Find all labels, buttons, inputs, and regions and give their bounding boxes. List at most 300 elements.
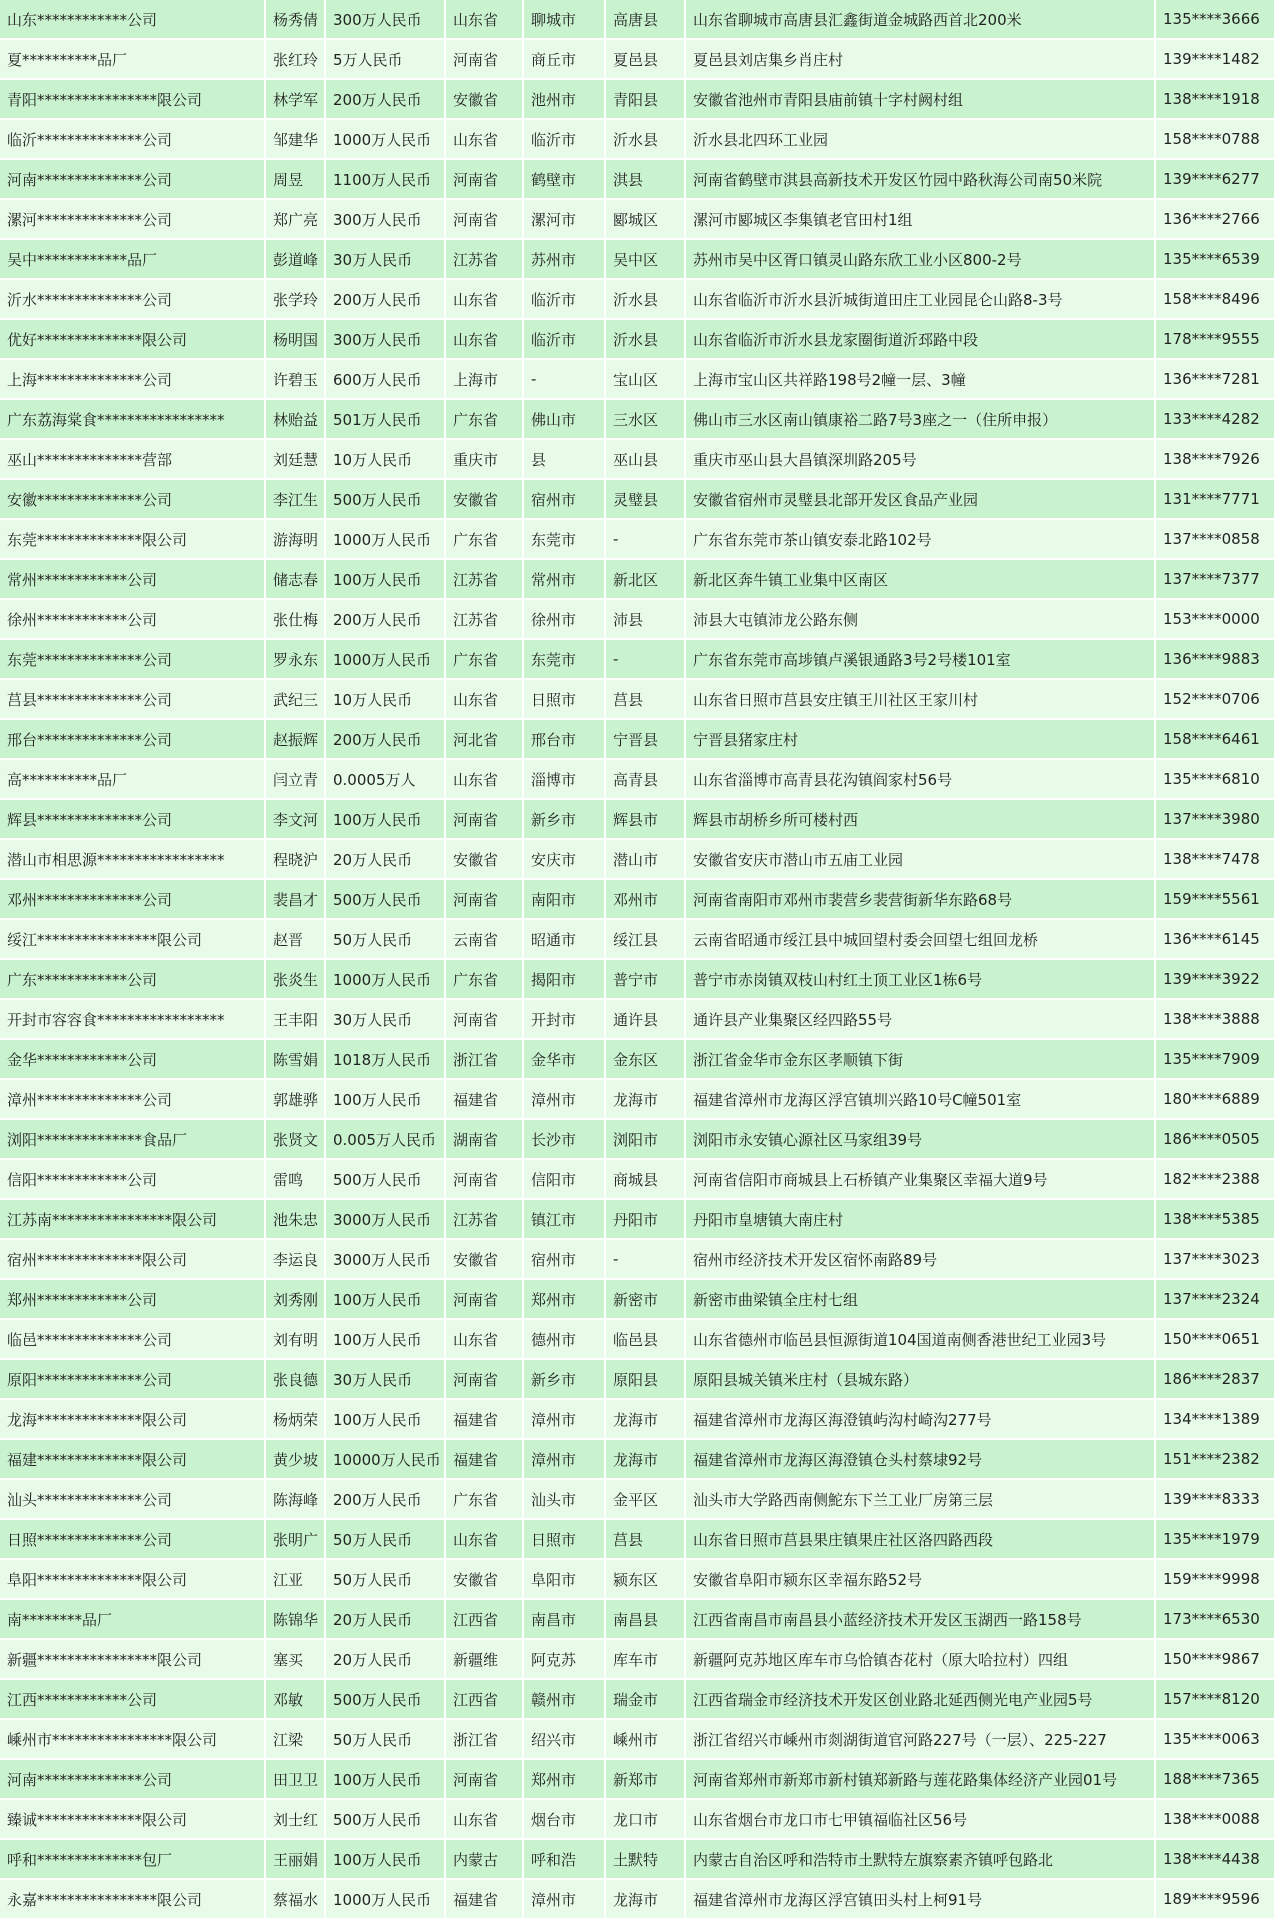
table-row <box>0 680 1276 720</box>
legal-person-cell: 张贤文 <box>266 1120 326 1160</box>
registered-capital-cell: 500万人民币 <box>326 880 446 920</box>
registered-capital-cell: 10000万人民币 <box>326 1440 446 1480</box>
phone-cell: 138****7478 <box>1156 840 1276 880</box>
county-cell: 龙海市 <box>606 1440 686 1480</box>
province-cell: 福建省 <box>446 1440 524 1480</box>
company-name-cell: 嵊州市****************限公司 <box>0 1720 266 1760</box>
phone-cell: 158****6461 <box>1156 720 1276 760</box>
province-cell: 山东省 <box>446 280 524 320</box>
city-cell: 烟台市 <box>524 1800 606 1840</box>
county-cell: 沂水县 <box>606 280 686 320</box>
city-cell: 镇江市 <box>524 1200 606 1240</box>
phone-cell: 131****7771 <box>1156 480 1276 520</box>
county-cell: 莒县 <box>606 680 686 720</box>
phone-cell: 137****3023 <box>1156 1240 1276 1280</box>
registered-capital-cell: 30万人民币 <box>326 1000 446 1040</box>
legal-person-cell: 邹建华 <box>266 120 326 160</box>
province-cell: 安徽省 <box>446 840 524 880</box>
address-cell: 广东省东莞市茶山镇安泰北路102号 <box>686 520 1156 560</box>
province-cell: 山东省 <box>446 1800 524 1840</box>
address-cell: 浏阳市永安镇心源社区马家组39号 <box>686 1120 1156 1160</box>
phone-cell: 158****0788 <box>1156 120 1276 160</box>
legal-person-cell: 塞买 <box>266 1640 326 1680</box>
province-cell: 山东省 <box>446 120 524 160</box>
legal-person-cell: 裴昌才 <box>266 880 326 920</box>
table-row <box>0 840 1276 880</box>
company-name-cell: 东莞**************公司 <box>0 640 266 680</box>
company-name-cell: 阜阳**************限公司 <box>0 1560 266 1600</box>
company-name-cell: 龙海**************限公司 <box>0 1400 266 1440</box>
city-cell: 日照市 <box>524 680 606 720</box>
registered-capital-cell: 300万人民币 <box>326 200 446 240</box>
table-row <box>0 800 1276 840</box>
address-cell: 内蒙古自治区呼和浩特市土默特左旗察素齐镇呼包路北 <box>686 1840 1156 1880</box>
table-row <box>0 1880 1276 1920</box>
registered-capital-cell: 200万人民币 <box>326 280 446 320</box>
registered-capital-cell: 3000万人民币 <box>326 1240 446 1280</box>
phone-cell: 138****7926 <box>1156 440 1276 480</box>
table-row <box>0 440 1276 480</box>
city-cell: 阿克苏 <box>524 1640 606 1680</box>
company-name-cell: 沂水**************公司 <box>0 280 266 320</box>
company-name-cell: 信阳************公司 <box>0 1160 266 1200</box>
table-row <box>0 520 1276 560</box>
table-row <box>0 1320 1276 1360</box>
city-cell: 赣州市 <box>524 1680 606 1720</box>
county-cell: 金东区 <box>606 1040 686 1080</box>
phone-cell: 135****1979 <box>1156 1520 1276 1560</box>
province-cell: 江苏省 <box>446 1200 524 1240</box>
province-cell: 河南省 <box>446 40 524 80</box>
county-cell: 颍东区 <box>606 1560 686 1600</box>
county-cell: 原阳县 <box>606 1360 686 1400</box>
county-cell: 沂水县 <box>606 120 686 160</box>
city-cell: 临沂市 <box>524 280 606 320</box>
city-cell: 南昌市 <box>524 1600 606 1640</box>
phone-cell: 189****9596 <box>1156 1880 1276 1920</box>
company-name-cell: 吴中************品厂 <box>0 240 266 280</box>
company-name-cell: 原阳**************公司 <box>0 1360 266 1400</box>
phone-cell: 138****4438 <box>1156 1840 1276 1880</box>
table-row <box>0 880 1276 920</box>
phone-cell: 135****3666 <box>1156 0 1276 40</box>
province-cell: 福建省 <box>446 1080 524 1120</box>
legal-person-cell: 周昱 <box>266 160 326 200</box>
registered-capital-cell: 500万人民币 <box>326 1160 446 1200</box>
address-cell: 福建省漳州市龙海区浮宫镇圳兴路10号C幢501室 <box>686 1080 1156 1120</box>
registered-capital-cell: 10万人民币 <box>326 680 446 720</box>
city-cell: 新乡市 <box>524 800 606 840</box>
registered-capital-cell: 50万人民币 <box>326 1560 446 1600</box>
county-cell: 沂水县 <box>606 320 686 360</box>
table-row <box>0 200 1276 240</box>
phone-cell: 139****6277 <box>1156 160 1276 200</box>
county-cell: 新郑市 <box>606 1760 686 1800</box>
city-cell: 郑州市 <box>524 1760 606 1800</box>
phone-cell: 188****7365 <box>1156 1760 1276 1800</box>
city-cell: 宿州市 <box>524 1240 606 1280</box>
company-name-cell: 宿州**************限公司 <box>0 1240 266 1280</box>
legal-person-cell: 张明广 <box>266 1520 326 1560</box>
address-cell: 安徽省阜阳市颍东区幸福东路52号 <box>686 1560 1156 1600</box>
phone-cell: 137****0858 <box>1156 520 1276 560</box>
legal-person-cell: 闫立青 <box>266 760 326 800</box>
phone-cell: 153****0000 <box>1156 600 1276 640</box>
legal-person-cell: 李江生 <box>266 480 326 520</box>
table-row <box>0 0 1276 40</box>
phone-cell: 178****9555 <box>1156 320 1276 360</box>
city-cell: 佛山市 <box>524 400 606 440</box>
table-row <box>0 1560 1276 1600</box>
address-cell: 苏州市吴中区胥口镇灵山路东欣工业小区800-2号 <box>686 240 1156 280</box>
phone-cell: 180****6889 <box>1156 1080 1276 1120</box>
legal-person-cell: 郑广亮 <box>266 200 326 240</box>
city-cell: 徐州市 <box>524 600 606 640</box>
table-row <box>0 720 1276 760</box>
company-name-cell: 日照**************公司 <box>0 1520 266 1560</box>
province-cell: 山东省 <box>446 680 524 720</box>
company-name-cell: 金华************公司 <box>0 1040 266 1080</box>
legal-person-cell: 黄少坡 <box>266 1440 326 1480</box>
county-cell: 灵璧县 <box>606 480 686 520</box>
table-row <box>0 40 1276 80</box>
company-name-cell: 漳州**************公司 <box>0 1080 266 1120</box>
county-cell: 南昌县 <box>606 1600 686 1640</box>
registered-capital-cell: 50万人民币 <box>326 1720 446 1760</box>
table-row <box>0 1840 1276 1880</box>
table-row <box>0 1800 1276 1840</box>
table-row <box>0 1160 1276 1200</box>
legal-person-cell: 罗永东 <box>266 640 326 680</box>
city-cell: 长沙市 <box>524 1120 606 1160</box>
legal-person-cell: 刘有明 <box>266 1320 326 1360</box>
legal-person-cell: 刘秀刚 <box>266 1280 326 1320</box>
registered-capital-cell: 1000万人民币 <box>326 1880 446 1920</box>
phone-cell: 150****0651 <box>1156 1320 1276 1360</box>
registered-capital-cell: 0.0005万人 <box>326 760 446 800</box>
legal-person-cell: 储志春 <box>266 560 326 600</box>
province-cell: 安徽省 <box>446 80 524 120</box>
address-cell: 宁晋县猪家庄村 <box>686 720 1156 760</box>
phone-cell: 150****9867 <box>1156 1640 1276 1680</box>
county-cell: 龙海市 <box>606 1880 686 1920</box>
province-cell: 江西省 <box>446 1680 524 1720</box>
legal-person-cell: 林贻益 <box>266 400 326 440</box>
address-cell: 山东省日照市莒县安庄镇王川社区王家川村 <box>686 680 1156 720</box>
phone-cell: 157****8120 <box>1156 1680 1276 1720</box>
address-cell: 河南省信阳市商城县上石桥镇产业集聚区幸福大道9号 <box>686 1160 1156 1200</box>
address-cell: 安徽省宿州市灵璧县北部开发区食品产业园 <box>686 480 1156 520</box>
company-name-cell: 呼和**************包厂 <box>0 1840 266 1880</box>
province-cell: 江苏省 <box>446 240 524 280</box>
county-cell: 夏邑县 <box>606 40 686 80</box>
phone-cell: 134****1389 <box>1156 1400 1276 1440</box>
phone-cell: 136****9883 <box>1156 640 1276 680</box>
legal-person-cell: 程晓沪 <box>266 840 326 880</box>
county-cell: 土默特 <box>606 1840 686 1880</box>
company-name-cell: 郑州************公司 <box>0 1280 266 1320</box>
city-cell: 呼和浩 <box>524 1840 606 1880</box>
address-cell: 广东省东莞市高埗镇卢溪银通路3号2号楼101室 <box>686 640 1156 680</box>
registered-capital-cell: 3000万人民币 <box>326 1200 446 1240</box>
county-cell: 新北区 <box>606 560 686 600</box>
address-cell: 安徽省安庆市潜山市五庙工业园 <box>686 840 1156 880</box>
registered-capital-cell: 1000万人民币 <box>326 640 446 680</box>
registered-capital-cell: 1000万人民币 <box>326 120 446 160</box>
legal-person-cell: 王丰阳 <box>266 1000 326 1040</box>
city-cell: 东莞市 <box>524 640 606 680</box>
city-cell: 聊城市 <box>524 0 606 40</box>
city-cell: 漳州市 <box>524 1440 606 1480</box>
province-cell: 河南省 <box>446 1360 524 1400</box>
address-cell: 普宁市赤岗镇双枝山村红土顶工业区1栋6号 <box>686 960 1156 1000</box>
phone-cell: 135****6539 <box>1156 240 1276 280</box>
company-name-cell: 汕头**************公司 <box>0 1480 266 1520</box>
company-name-cell: 浏阳**************食品厂 <box>0 1120 266 1160</box>
registered-capital-cell: 600万人民币 <box>326 360 446 400</box>
phone-cell: 139****8333 <box>1156 1480 1276 1520</box>
table-row <box>0 280 1276 320</box>
company-name-cell: 漯河**************公司 <box>0 200 266 240</box>
address-cell: 沂水县北四环工业园 <box>686 120 1156 160</box>
province-cell: 广东省 <box>446 400 524 440</box>
legal-person-cell: 雷鸣 <box>266 1160 326 1200</box>
address-cell: 通许县产业集聚区经四路55号 <box>686 1000 1156 1040</box>
province-cell: 江苏省 <box>446 560 524 600</box>
registered-capital-cell: 500万人民币 <box>326 1680 446 1720</box>
city-cell: 绍兴市 <box>524 1720 606 1760</box>
registered-capital-cell: 100万人民币 <box>326 800 446 840</box>
province-cell: 新疆维 <box>446 1640 524 1680</box>
table-row <box>0 120 1276 160</box>
address-cell: 河南省南阳市邓州市裴营乡裴营街新华东路68号 <box>686 880 1156 920</box>
county-cell: 高唐县 <box>606 0 686 40</box>
table-row <box>0 1600 1276 1640</box>
address-cell: 安徽省池州市青阳县庙前镇十字村阙村组 <box>686 80 1156 120</box>
city-cell: 商丘市 <box>524 40 606 80</box>
city-cell: 漳州市 <box>524 1080 606 1120</box>
province-cell: 湖南省 <box>446 1120 524 1160</box>
city-cell: 常州市 <box>524 560 606 600</box>
registered-capital-cell: 100万人民币 <box>326 1080 446 1120</box>
county-cell: 三水区 <box>606 400 686 440</box>
province-cell: 安徽省 <box>446 1240 524 1280</box>
city-cell: 池州市 <box>524 80 606 120</box>
company-name-cell: 潜山市相思源***************** <box>0 840 266 880</box>
province-cell: 河南省 <box>446 1160 524 1200</box>
city-cell: 苏州市 <box>524 240 606 280</box>
registered-capital-cell: 1100万人民币 <box>326 160 446 200</box>
registered-capital-cell: 200万人民币 <box>326 720 446 760</box>
address-cell: 山东省日照市莒县果庄镇果庄社区洛四路西段 <box>686 1520 1156 1560</box>
city-cell: 南阳市 <box>524 880 606 920</box>
company-name-cell: 南********品厂 <box>0 1600 266 1640</box>
address-cell: 河南省鹤壁市淇县高新技术开发区竹园中路秋海公司南50米院 <box>686 160 1156 200</box>
county-cell: 嵊州市 <box>606 1720 686 1760</box>
address-cell: 新密市曲梁镇全庄村七组 <box>686 1280 1156 1320</box>
phone-cell: 139****3922 <box>1156 960 1276 1000</box>
address-cell: 山东省淄博市高青县花沟镇阎家村56号 <box>686 760 1156 800</box>
company-name-cell: 临沂**************公司 <box>0 120 266 160</box>
phone-cell: 135****6810 <box>1156 760 1276 800</box>
legal-person-cell: 杨明国 <box>266 320 326 360</box>
registered-capital-cell: 500万人民币 <box>326 1800 446 1840</box>
phone-cell: 159****5561 <box>1156 880 1276 920</box>
legal-person-cell: 陈海峰 <box>266 1480 326 1520</box>
county-cell: 邓州市 <box>606 880 686 920</box>
city-cell: 日照市 <box>524 1520 606 1560</box>
province-cell: 河南省 <box>446 1760 524 1800</box>
registered-capital-cell: 0.005万人民币 <box>326 1120 446 1160</box>
city-cell: 开封市 <box>524 1000 606 1040</box>
county-cell: 高青县 <box>606 760 686 800</box>
company-name-cell: 常州************公司 <box>0 560 266 600</box>
city-cell: 邢台市 <box>524 720 606 760</box>
table-row <box>0 1000 1276 1040</box>
province-cell: 广东省 <box>446 960 524 1000</box>
province-cell: 浙江省 <box>446 1040 524 1080</box>
county-cell: 丹阳市 <box>606 1200 686 1240</box>
phone-cell: 186****2837 <box>1156 1360 1276 1400</box>
address-cell: 福建省漳州市龙海区浮宫镇田头村上柯91号 <box>686 1880 1156 1920</box>
table-row <box>0 640 1276 680</box>
legal-person-cell: 李运良 <box>266 1240 326 1280</box>
address-cell: 山东省聊城市高唐县汇鑫街道金城路西首北200米 <box>686 0 1156 40</box>
company-name-cell: 绥江****************限公司 <box>0 920 266 960</box>
address-cell: 浙江省金华市金东区孝顺镇下街 <box>686 1040 1156 1080</box>
province-cell: 上海市 <box>446 360 524 400</box>
city-cell: 宿州市 <box>524 480 606 520</box>
address-cell: 沛县大屯镇沛龙公路东侧 <box>686 600 1156 640</box>
province-cell: 河南省 <box>446 880 524 920</box>
city-cell: 新乡市 <box>524 1360 606 1400</box>
address-cell: 新疆阿克苏地区库车市乌恰镇杏花村（原大哈拉村）四组 <box>686 1640 1156 1680</box>
company-name-cell: 安徽**************公司 <box>0 480 266 520</box>
city-cell: 德州市 <box>524 1320 606 1360</box>
province-cell: 广东省 <box>446 640 524 680</box>
county-cell: 新密市 <box>606 1280 686 1320</box>
address-cell: 河南省郑州市新郑市新村镇郑新路与莲花路集体经济产业园01号 <box>686 1760 1156 1800</box>
city-cell: 鹤壁市 <box>524 160 606 200</box>
company-name-cell: 河南**************公司 <box>0 160 266 200</box>
table-row <box>0 160 1276 200</box>
company-name-cell: 福建**************限公司 <box>0 1440 266 1480</box>
address-cell: 福建省漳州市龙海区海澄镇仓头村蔡埭92号 <box>686 1440 1156 1480</box>
city-cell: 县 <box>524 440 606 480</box>
table-row <box>0 1480 1276 1520</box>
county-cell: 绥江县 <box>606 920 686 960</box>
legal-person-cell: 赵振辉 <box>266 720 326 760</box>
registered-capital-cell: 50万人民币 <box>326 920 446 960</box>
phone-cell: 182****2388 <box>1156 1160 1276 1200</box>
company-name-cell: 高**********品厂 <box>0 760 266 800</box>
county-cell: 郾城区 <box>606 200 686 240</box>
address-cell: 宿州市经济技术开发区宿怀南路89号 <box>686 1240 1156 1280</box>
registered-capital-cell: 30万人民币 <box>326 240 446 280</box>
company-name-cell: 临邑**************公司 <box>0 1320 266 1360</box>
registered-capital-cell: 200万人民币 <box>326 1480 446 1520</box>
registered-capital-cell: 500万人民币 <box>326 480 446 520</box>
city-cell: 漳州市 <box>524 1400 606 1440</box>
phone-cell: 135****0063 <box>1156 1720 1276 1760</box>
county-cell: 龙海市 <box>606 1400 686 1440</box>
legal-person-cell: 杨秀倩 <box>266 0 326 40</box>
address-cell: 山东省临沂市沂水县沂城街道田庄工业园昆仑山路8-3号 <box>686 280 1156 320</box>
county-cell: 沛县 <box>606 600 686 640</box>
county-cell: 商城县 <box>606 1160 686 1200</box>
registered-capital-cell: 5万人民币 <box>326 40 446 80</box>
county-cell: 辉县市 <box>606 800 686 840</box>
city-cell: 阜阳市 <box>524 1560 606 1600</box>
registered-capital-cell: 300万人民币 <box>326 0 446 40</box>
province-cell: 广东省 <box>446 520 524 560</box>
address-cell: 新北区奔牛镇工业集中区南区 <box>686 560 1156 600</box>
phone-cell: 138****0088 <box>1156 1800 1276 1840</box>
city-cell: 汕头市 <box>524 1480 606 1520</box>
legal-person-cell: 陈锦华 <box>266 1600 326 1640</box>
city-cell: - <box>524 360 606 400</box>
province-cell: 河南省 <box>446 1000 524 1040</box>
table-row <box>0 1280 1276 1320</box>
phone-cell: 159****9998 <box>1156 1560 1276 1600</box>
legal-person-cell: 赵晋 <box>266 920 326 960</box>
table-row <box>0 1400 1276 1440</box>
registered-capital-cell: 100万人民币 <box>326 1280 446 1320</box>
city-cell: 临沂市 <box>524 120 606 160</box>
table-row <box>0 480 1276 520</box>
table-row <box>0 1640 1276 1680</box>
registered-capital-cell: 1000万人民币 <box>326 960 446 1000</box>
phone-cell: 136****7281 <box>1156 360 1276 400</box>
company-name-cell: 开封市容容食***************** <box>0 1000 266 1040</box>
address-cell: 漯河市郾城区李集镇老官田村1组 <box>686 200 1156 240</box>
registered-capital-cell: 30万人民币 <box>326 1360 446 1400</box>
county-cell: 龙海市 <box>606 1080 686 1120</box>
table-row <box>0 1760 1276 1800</box>
address-cell: 浙江省绍兴市嵊州市剡湖街道官河路227号（一层）、225-227 <box>686 1720 1156 1760</box>
legal-person-cell: 刘士红 <box>266 1800 326 1840</box>
table-row <box>0 1680 1276 1720</box>
registered-capital-cell: 100万人民币 <box>326 560 446 600</box>
address-cell: 辉县市胡桥乡所可楼村西 <box>686 800 1156 840</box>
address-cell: 云南省昭通市绥江县中城回望村委会回望七组回龙桥 <box>686 920 1156 960</box>
registered-capital-cell: 1000万人民币 <box>326 520 446 560</box>
company-name-cell: 优好**************限公司 <box>0 320 266 360</box>
legal-person-cell: 张红玲 <box>266 40 326 80</box>
registered-capital-cell: 300万人民币 <box>326 320 446 360</box>
city-cell: 金华市 <box>524 1040 606 1080</box>
city-cell: 安庆市 <box>524 840 606 880</box>
county-cell: 吴中区 <box>606 240 686 280</box>
address-cell: 佛山市三水区南山镇康裕二路7号3座之一（住所申报） <box>686 400 1156 440</box>
county-cell: 瑞金市 <box>606 1680 686 1720</box>
company-name-cell: 辉县**************公司 <box>0 800 266 840</box>
phone-cell: 136****6145 <box>1156 920 1276 960</box>
registered-capital-cell: 1018万人民币 <box>326 1040 446 1080</box>
table-row <box>0 1240 1276 1280</box>
phone-cell: 137****2324 <box>1156 1280 1276 1320</box>
phone-cell: 135****7909 <box>1156 1040 1276 1080</box>
province-cell: 广东省 <box>446 1480 524 1520</box>
county-cell: 通许县 <box>606 1000 686 1040</box>
address-cell: 夏邑县刘店集乡肖庄村 <box>686 40 1156 80</box>
company-name-cell: 莒县**************公司 <box>0 680 266 720</box>
table-row <box>0 240 1276 280</box>
company-name-cell: 江苏南****************限公司 <box>0 1200 266 1240</box>
city-cell: 淄博市 <box>524 760 606 800</box>
legal-person-cell: 林学军 <box>266 80 326 120</box>
legal-person-cell: 蔡福水 <box>266 1880 326 1920</box>
